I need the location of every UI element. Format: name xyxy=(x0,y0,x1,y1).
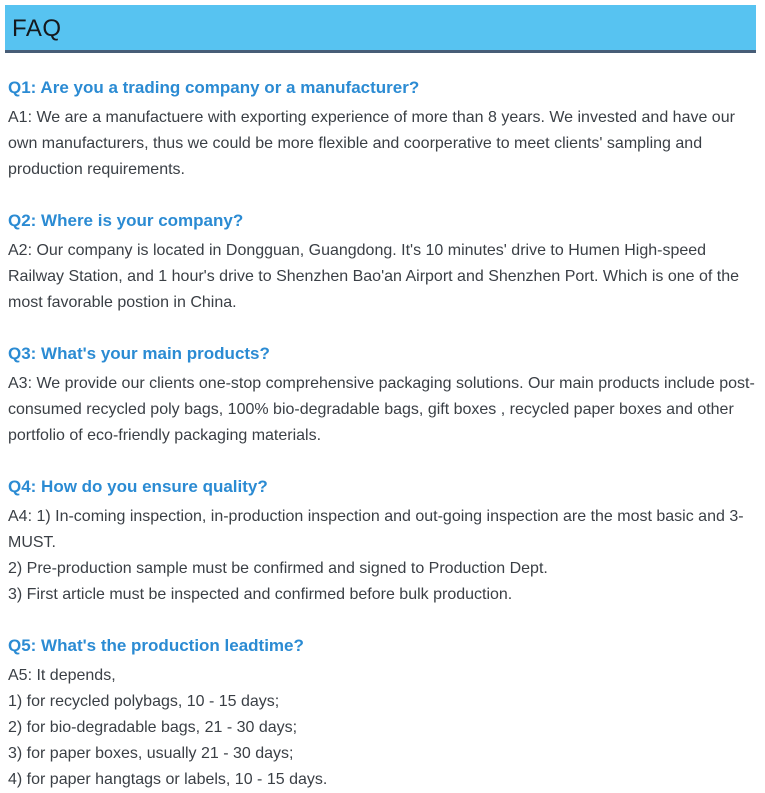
faq-answer xyxy=(8,663,756,793)
faq-answer xyxy=(8,238,756,316)
faq-question: Q2: Where is your company? xyxy=(8,211,244,230)
faq-answer-line: A5: It depends, xyxy=(8,667,116,684)
faq-item-q2 xyxy=(8,211,756,316)
faq-item-q5 xyxy=(8,636,756,793)
faq-answer-line: A1: We are a manufactuere with exporting experience of more than 8 years. We invested and have our own manufacturers, thus we could be more flexible and coorperative to meet clients' sampling and production requirements. xyxy=(8,109,735,178)
faq-answer xyxy=(8,371,756,449)
faq-header-bar xyxy=(5,5,756,53)
faq-answer-line: A4: 1) In-coming inspection, in-production inspection and out-going inspection are the most basic and 3-MUST. xyxy=(8,508,744,551)
faq-item-q1 xyxy=(8,78,756,183)
page-title: FAQ xyxy=(12,14,62,42)
faq-answer-line: 2) for bio-degradable bags, 21 - 30 days; xyxy=(8,719,298,736)
faq-answer-line: A3: We provide our clients one-stop comprehensive packaging solutions. Our main products include post-consumed recycled poly bags, 100% bio-degradable bags, gift boxes , recycled paper boxes and other portfolio of eco-friendly packaging materials. xyxy=(8,375,755,444)
faq-item-q3 xyxy=(8,344,756,449)
faq-question: Q4: How do you ensure quality? xyxy=(8,477,268,496)
faq-answer xyxy=(8,105,756,183)
faq-answer-line: 3) First article must be inspected and confirmed before bulk production. xyxy=(8,586,513,603)
faq-item-q4 xyxy=(8,477,756,608)
faq-question: Q5: What's the production leadtime? xyxy=(8,636,304,655)
faq-question: Q3: What's your main products? xyxy=(8,344,270,363)
faq-answer-line: 3) for paper boxes, usually 21 - 30 days; xyxy=(8,745,294,762)
faq-answer xyxy=(8,504,756,608)
faq-content xyxy=(0,78,765,793)
faq-answer-line: 1) for recycled polybags, 10 - 15 days; xyxy=(8,693,280,710)
faq-question: Q1: Are you a trading company or a manufacturer? xyxy=(8,78,420,97)
faq-answer-line: 4) for paper hangtags or labels, 10 - 15 days. xyxy=(8,771,328,788)
faq-answer-line: 2) Pre-production sample must be confirmed and signed to Production Dept. xyxy=(8,560,548,577)
faq-answer-line: A2: Our company is located in Dongguan, Guangdong. It's 10 minutes' drive to Humen High-speed Railway Station, and 1 hour's drive to Shenzhen Bao'an Airport and Shenzhen Port. Which is one of the most favorable postion in China. xyxy=(8,242,739,311)
